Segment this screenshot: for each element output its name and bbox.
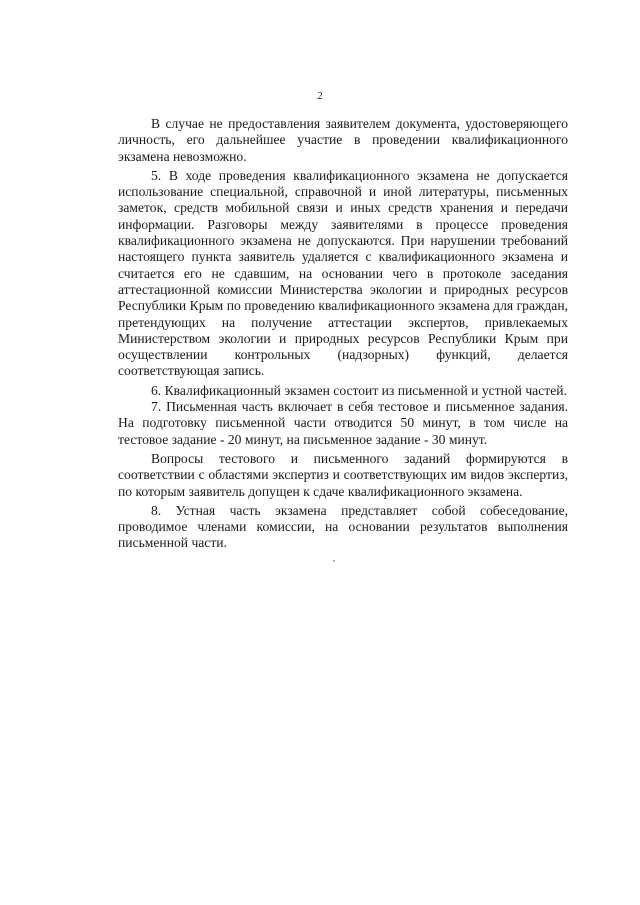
document-body: [118, 116, 568, 555]
paragraph-7-written-part: 7. Письменная часть включает в себя тестовое и письменное задания. На подготовку письменной части отводится 50 минут, в том числе на тестовое задание - 20 минут, на письменное задание - 30 минут.: [118, 399, 568, 447]
paragraph-8-oral-part: 8. Устная часть экзамена представляет собой собеседование, проводимое членами комиссии, на основании результатов выполнения письменной части.: [118, 502, 568, 551]
paragraph-question-formation: Вопросы тестового и письменного заданий формируются в соответствии с областями экспертиз и соответствующих им видов экспертиз, по которым заявитель допущен к сдаче квалификационного экзамена.: [118, 450, 568, 499]
paragraph-6-exam-parts: 6. Квалификационный экзамен состоит из письменной и устной частей.: [151, 382, 567, 398]
paragraph-identity-document: В случае не предоставления заявителем документа, удостоверяющего личность, его дальнейшее участие в проведении квалификационного экзамена невозможно.: [118, 116, 568, 164]
paragraph-5-prohibitions: 5. В ходе проведения квалификационного экзамена не допускается использование специальной, справочной и иной литературы, письменных заметок, средств мобильной связи и иных средств хранения и передачи информации. Разговоры между заявителями в процессе проведения квалификационного экзамена не допускаются. При нарушении требований настоящего пункта заявитель удаляется с квалификационного экзамена и считается его не сдавшим, на основании чего в протоколе заседания аттестационной комиссии Министерства экологии и природных ресурсов Республики Крым по проведению квалификационного экзамена для граждан, претендующих на получение аттестации экспертов, привлекаемых Министерством экологии и природных ресурсов Республики Крым при осуществлении контрольных (надзорных) функций, делается соответствующая запись.: [118, 167, 568, 379]
scan-speck: [333, 560, 335, 562]
page-number: 2: [317, 90, 323, 102]
